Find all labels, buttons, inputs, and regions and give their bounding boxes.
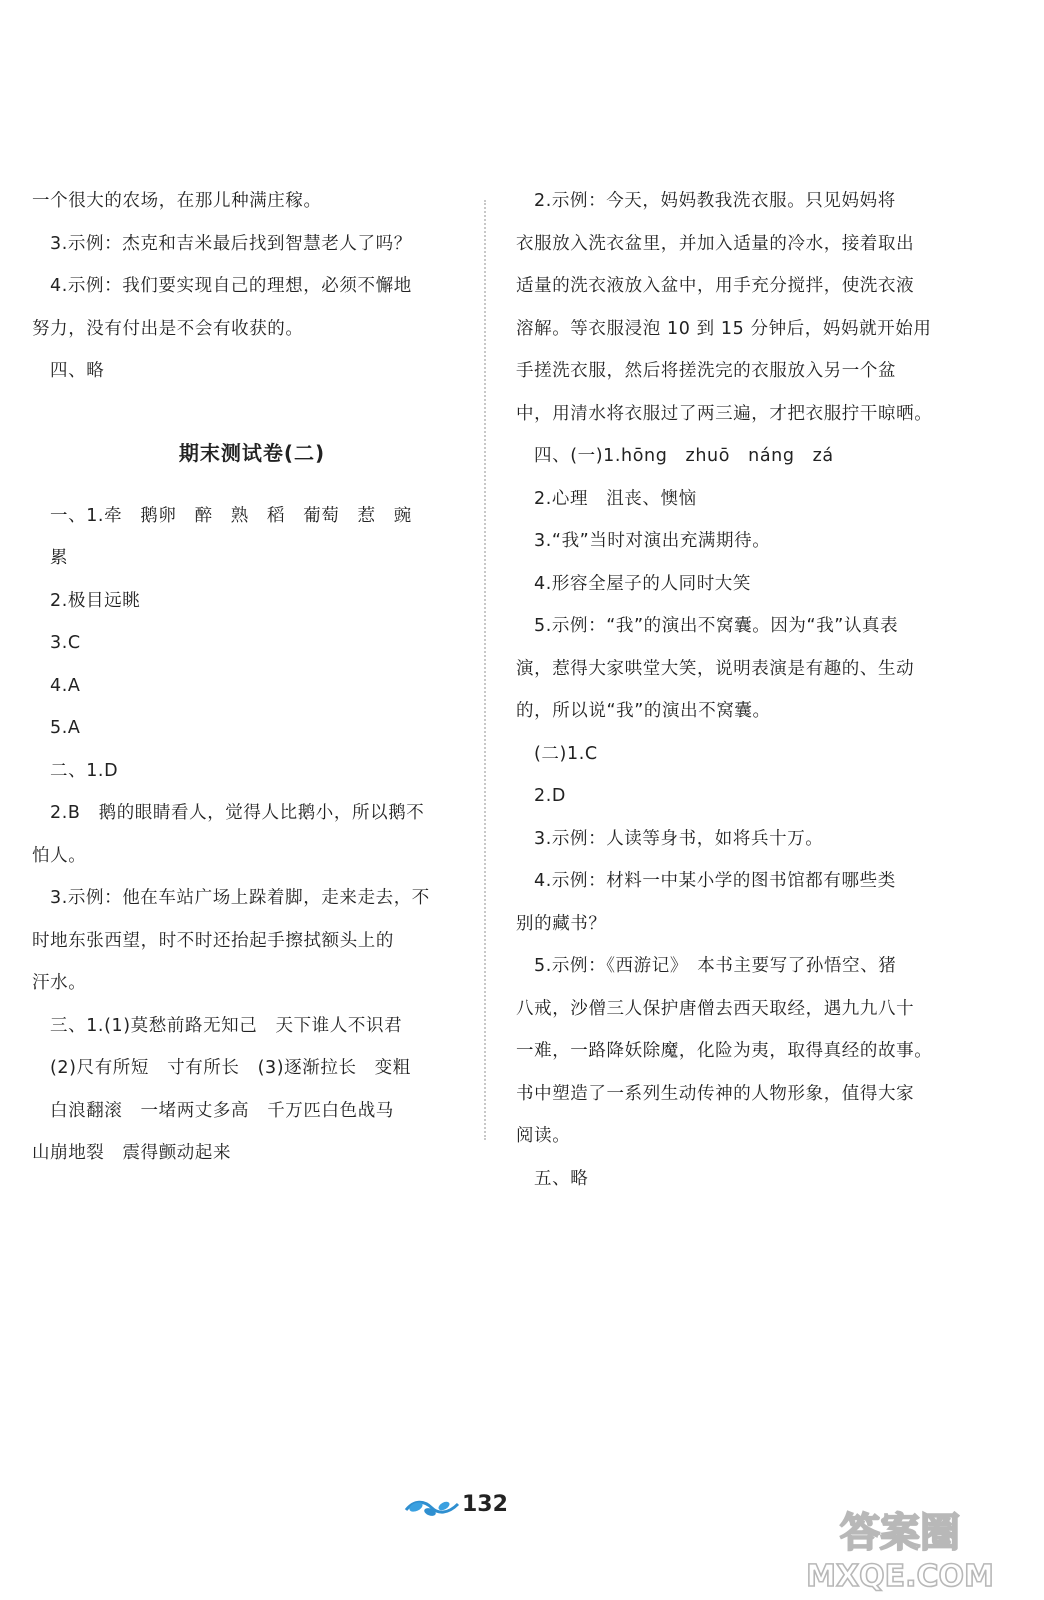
svg-text:MXQE.COM: MXQE.COM <box>806 1559 994 1594</box>
answer-line: 3.示例：他在车站广场上跺着脚，走来走去，不 <box>50 888 430 908</box>
answer-line: 4.A <box>50 675 81 696</box>
right-column <box>516 180 956 1200</box>
answer-line: 二、1.D <box>50 760 119 781</box>
answer-line: 时地东张西望，时不时还抬起手擦拭额头上的 <box>32 930 394 951</box>
page-number: 132 <box>462 1492 508 1517</box>
answer-line: 白浪翻滚 一堵两丈多高 千万匹白色战马 <box>50 1100 394 1121</box>
answer-line: 累 <box>50 548 69 568</box>
section-title: 期末测试卷(二) <box>178 440 326 465</box>
answer-line: 山崩地裂 震得颤动起来 <box>32 1143 232 1163</box>
answer-line: 4.示例：我们要实现自己的理想，必须不懈地 <box>50 276 412 296</box>
svg-text:答案圈: 答案圈 <box>840 1510 960 1556</box>
answer-line: 2.极目远眺 <box>50 590 141 611</box>
answer-line: 汗水。 <box>32 973 87 993</box>
answer-line: (2)尺有所短 寸有所长 (3)逐渐拉长 变粗 <box>50 1058 411 1078</box>
column-divider <box>484 200 486 1140</box>
left-column <box>32 180 472 1175</box>
answer-line: 3.C <box>50 633 81 653</box>
watermark-logo <box>760 1500 1040 1596</box>
answer-line: 4.示例：材料一中某小学的图书馆都有哪些类 <box>534 871 896 891</box>
answer-line: 3.“我”当时对演出充满期待。 <box>534 531 771 551</box>
answer-line: 怕人。 <box>32 845 87 866</box>
answer-line: 5.示例：《西游记》 本书主要写了孙悟空、猪 <box>534 956 897 976</box>
answer-line: 5.示例：“我”的演出不窝囊。因为“我”认真表 <box>534 616 899 636</box>
answer-line: 演，惹得大家哄堂大笑，说明表演是有趣的、生动 <box>516 658 915 679</box>
answer-line: 2.D <box>534 786 566 806</box>
answer-line: (二)1.C <box>534 743 598 764</box>
answer-line: 2.心理 沮丧、懊恼 <box>534 488 697 509</box>
answer-line: 溶解。等衣服浸泡 10 到 15 分钟后，妈妈就开始用 <box>516 318 932 339</box>
answer-line: 5.A <box>50 718 81 738</box>
answer-line: 2.B 鹅的眼睛看人，觉得人比鹅小，所以鹅不 <box>50 803 425 823</box>
answer-line: 八戒，沙僧三人保护唐僧去西天取经，遇九九八十 <box>516 998 915 1019</box>
leaf-ornament-icon <box>404 1494 460 1520</box>
answer-line: 一难，一路降妖除魔，化险为夷，取得真经的故事。 <box>516 1041 933 1061</box>
answer-line: 手搓洗衣服，然后将搓洗完的衣服放入另一个盆 <box>516 361 897 381</box>
answer-line: 3.示例：杰克和吉米最后找到智慧老人了吗？ <box>50 233 412 254</box>
answer-line: 四、略 <box>50 361 105 381</box>
answer-line: 衣服放入洗衣盆里，并加入适量的冷水，接着取出 <box>516 233 915 254</box>
answer-line: 中，用清水将衣服过了两三遍，才把衣服拧干晾晒。 <box>516 403 933 424</box>
answer-line: 的，所以说“我”的演出不窝囊。 <box>516 701 771 721</box>
answer-line: 四、(一)1.hōng zhuō náng zá <box>534 446 834 466</box>
answer-line: 三、1.(1)莫愁前路无知己 天下谁人不识君 <box>50 1015 403 1036</box>
answer-line: 适量的洗衣液放入盆中，用手充分搅拌，使洗衣液 <box>516 276 915 296</box>
answer-line: 五、略 <box>534 1168 589 1189</box>
answer-line: 3.示例：人读等身书，如将兵十万。 <box>534 828 824 849</box>
answer-line: 阅读。 <box>516 1126 571 1146</box>
answer-line: 2.示例：今天，妈妈教我洗衣服。只见妈妈将 <box>534 191 896 211</box>
answer-line: 一个很大的农场，在那儿种满庄稼。 <box>32 191 322 211</box>
answer-line: 4.形容全屋子的人同时大笑 <box>534 573 751 594</box>
answer-line: 一、1.牵 鹅卵 醉 熟 稻 葡萄 惹 豌 <box>50 505 412 526</box>
answer-line: 别的藏书？ <box>516 913 607 934</box>
answer-line: 努力，没有付出是不会有收获的。 <box>32 318 304 339</box>
answer-line: 书中塑造了一系列生动传神的人物形象，值得大家 <box>516 1083 915 1104</box>
